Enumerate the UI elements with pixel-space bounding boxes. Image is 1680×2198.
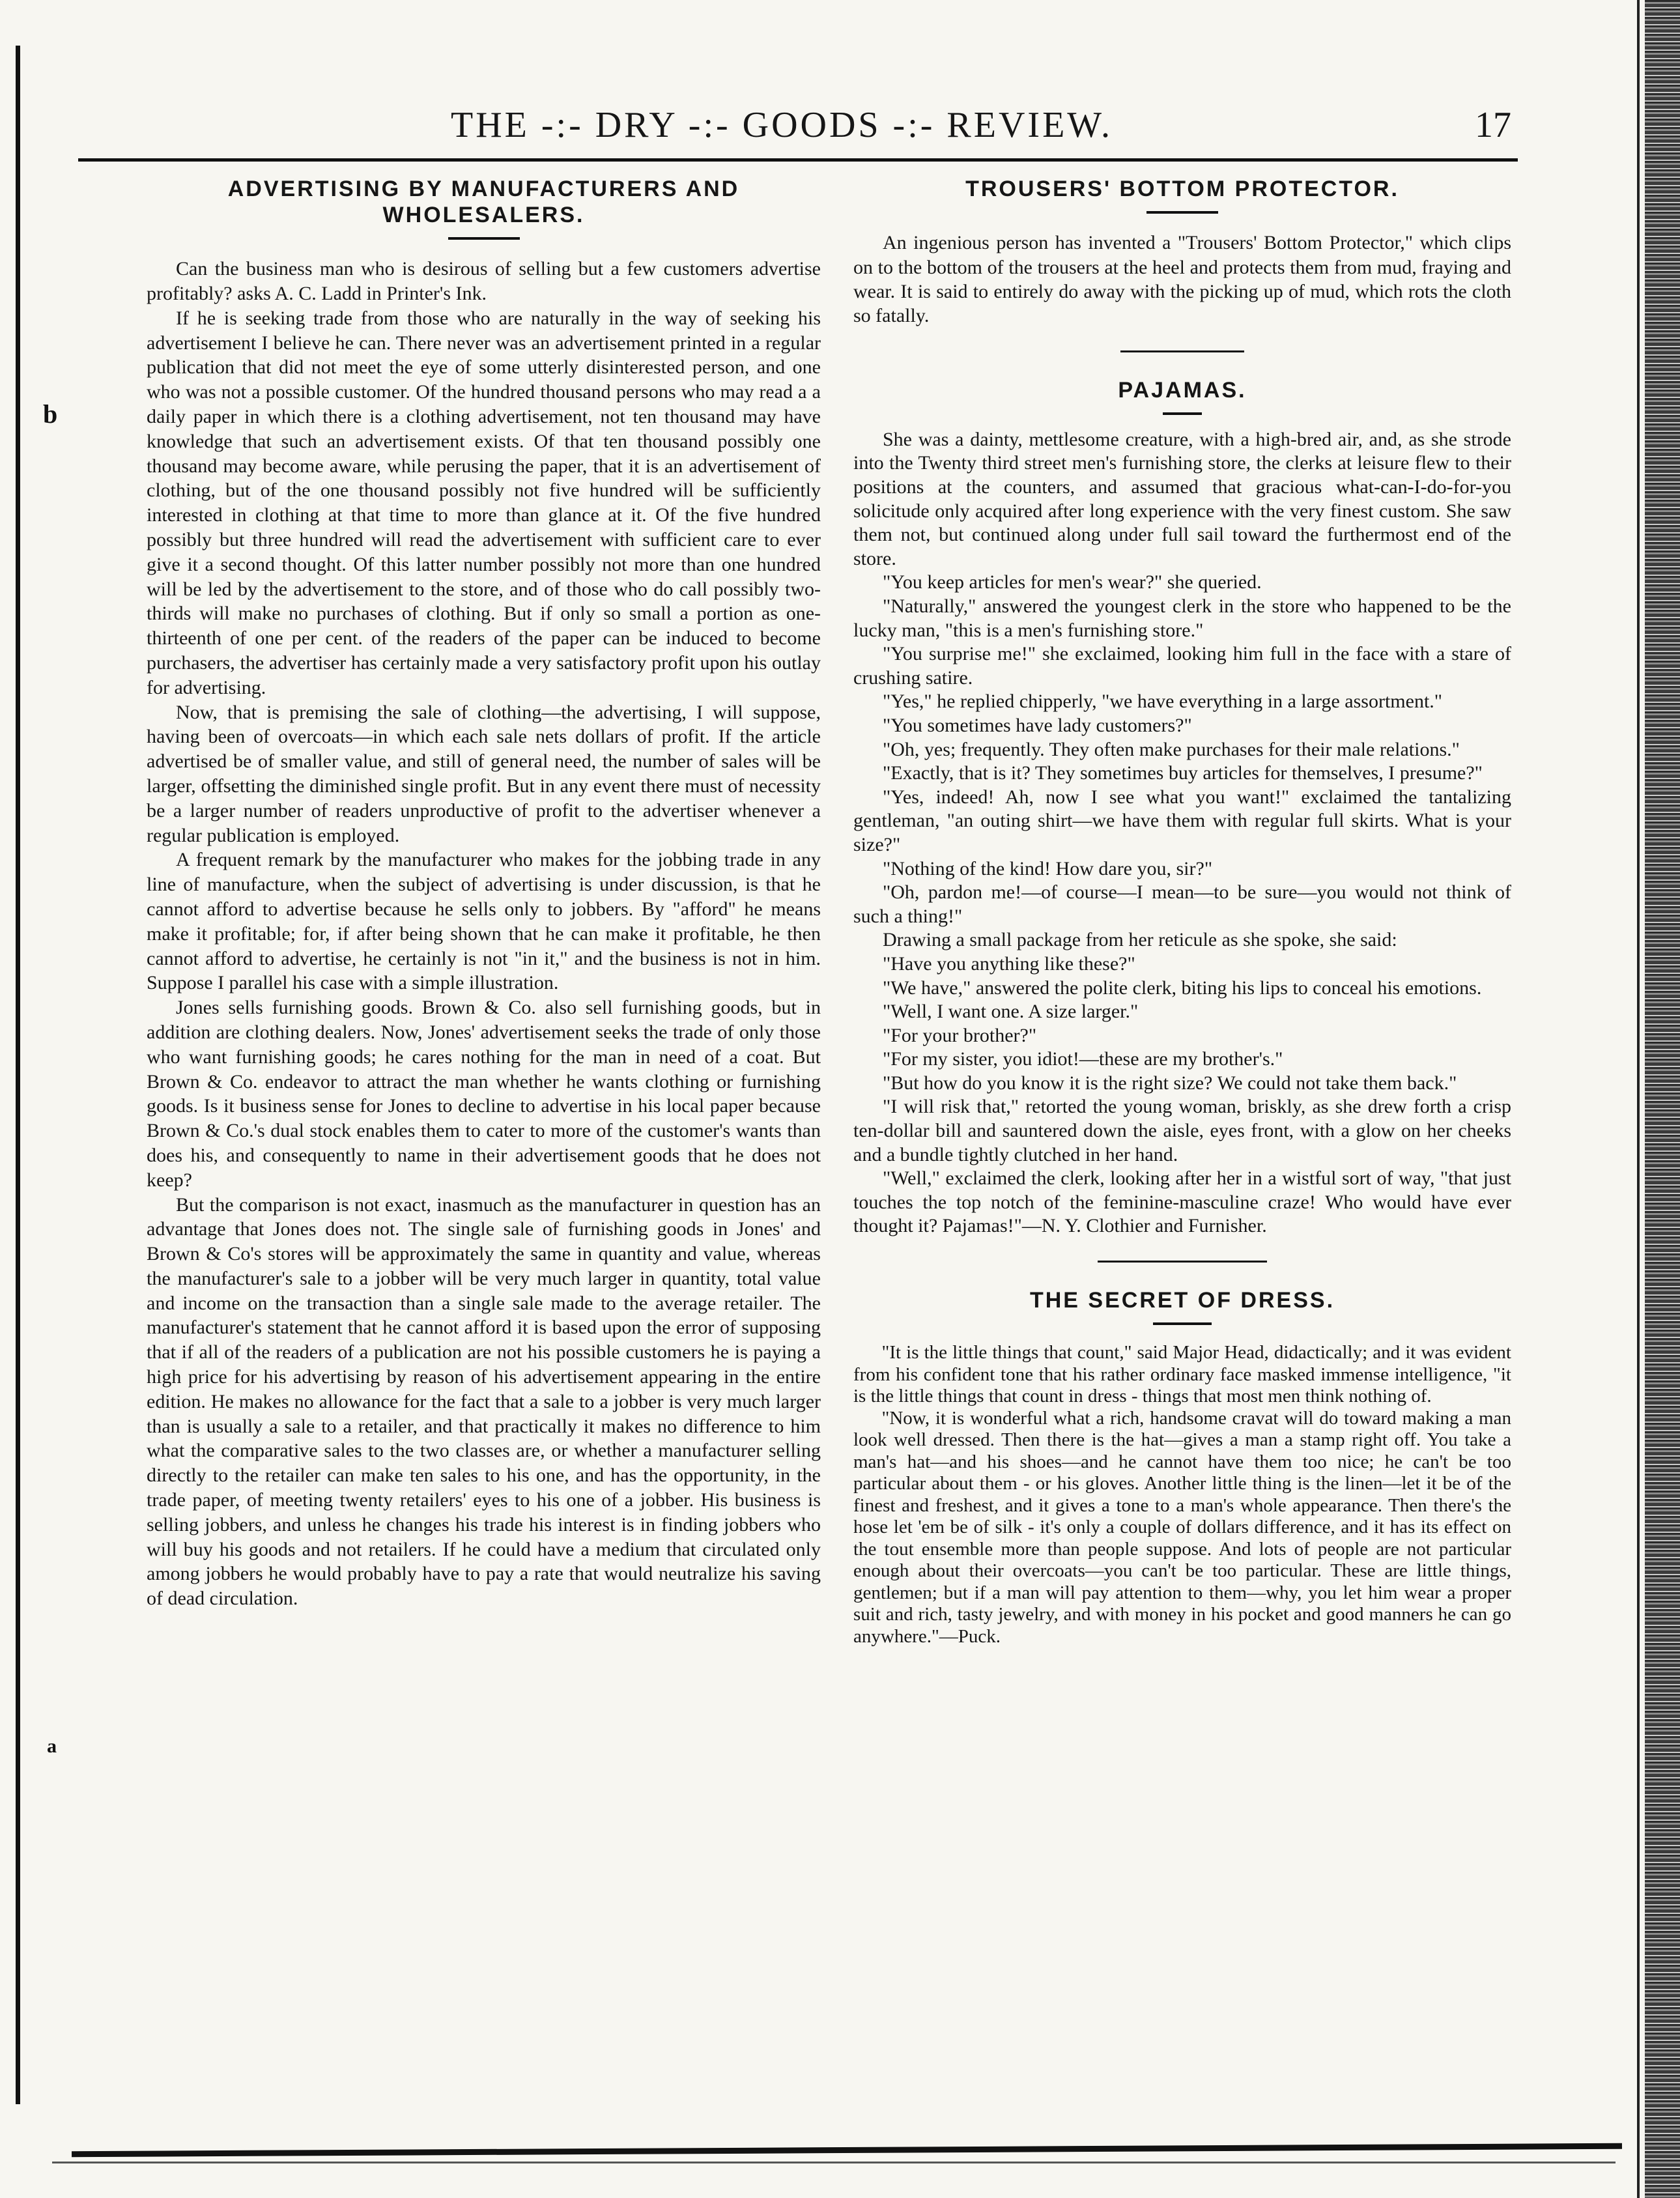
paragraph: Drawing a small package from her reticule as she spoke, she said: [883, 929, 1397, 951]
scan-binding-edge [1645, 0, 1680, 2198]
paragraph: "For your brother?" [883, 1024, 1037, 1046]
margin-mark: b [43, 399, 58, 429]
paragraph: Jones sells furnishing goods. Brown & Co. also sell furnishing goods, but in addition are clothing dealers. Now, Jones' advertisement seeks the trade of only those who want furnishing goods; he cares nothing for the man in need of a coat. But Brown & Co. endeavor to attract the man whether he wants clothing or furnishing goods. Is it business sense for Jones to decline to advertise in his local paper because Brown & Co.'s dual stock enables them to cater to more of the customer's wants than does his, and consequently to name in their advertisement goods that he does not keep? [147, 997, 821, 1191]
paragraph: "Yes," he replied chipperly, "we have everything in a large assortment." [883, 691, 1443, 713]
article-advertising [147, 176, 821, 1611]
paragraph: She was a dainty, mettlesome creature, with a high-bred air, and, as she strode into the Twenty third street men's furnishing store, the clerks at leisure flew to their positions at the counters, and assumed that gracious what-can-I-do-for-you solicitude only acquired after long experience with the very finest custom. She saw them not, but continued along under full sail toward the furthermost end of the store. [853, 428, 1511, 569]
title-rule [1163, 412, 1202, 415]
paragraph: "For my sister, you idiot!—these are my brother's." [883, 1048, 1283, 1070]
left-column [147, 176, 821, 1611]
paragraph: "Exactly, that is it? They sometimes buy articles for themselves, I presume?" [883, 762, 1483, 784]
paragraph: "Nothing of the kind! How dare you, sir?" [883, 857, 1213, 879]
article-pajamas [853, 377, 1511, 1238]
paragraph: But the comparison is not exact, inasmuch as the manufacturer in question has an advantage that Jones does not. The single sale of furnishing goods in Jones' and Brown & Co's stores will be approximately the same in quantity and value, whereas the manufacturer's sale to a jobber will be very much larger in quantity, total value and income on the transaction than a single sale made to the average retailer. The manufacturer's statement that he cannot afford it is based upon the error of supposing that if all of the readers of a publication are not his possible customers he is paying a high price for his advertising by reason of his advertisement appearing in the entire edition. He makes no allowance for the fact that a sale to a jobber is very much larger than is usually a sale to a retailer, and that practically it makes no difference to him what the comparative sales to the two classes are, or whether a manufacturer selling directly to the retailer can make ten sales to his one, and has the opportunity, in the trade paper, of meeting twenty retailers' eyes to his one of a jobber. His business is selling jobbers, and unless he changes his trade his interest is in finding jobbers who will buy his goods and not retailers. If he could have a medium that circulated only among jobbers he would probably have to pay a rate that would neutralize his saving of dead circulation. [147, 1193, 821, 1610]
article-title: TROUSERS' BOTTOM PROTECTOR. [965, 177, 1399, 201]
paragraph: Now, that is premising the sale of clothing—the advertising, I will suppose, having been of overcoats—in which each sale nets dollars of profit. If the article advertised be of smaller value, and still of general need, the number of sales will be larger, offsetting the diminished single profit. But in any event there must of necessity be a larger number of readers unproductive of profit to the advertiser whenever a regular publication is employed. [147, 701, 821, 846]
article-title: THE SECRET OF DRESS. [1029, 1288, 1335, 1313]
scan-binding-line [1637, 0, 1640, 2198]
page-number: 17 [1475, 105, 1511, 145]
article-title: PAJAMAS. [1118, 377, 1247, 403]
section-divider [1098, 1261, 1267, 1263]
paragraph: A frequent remark by the manufacturer who makes for the jobbing trade in any line of manufacture, when the subject of advertising is under discussion, is that he cannot afford to advertise because he sells only to jobbers. By "afford" he means make it profitable; for, if after being shown that he can make it profitable, he then cannot afford to advertise, he certainly is not "in it," and the business is not in him. Suppose I parallel his case with a simple illustration. [147, 849, 821, 994]
title-rule [448, 237, 520, 240]
page-bottom-rule [72, 2143, 1622, 2157]
paragraph: "Well," exclaimed the clerk, looking after her in a wistful sort of way, "that just touches the top notch of the feminine-masculine craze! Who would have ever thought it? Pajamas!"—N. Y. Clothier and Furnisher. [853, 1167, 1511, 1237]
article-secret-of-dress [853, 1287, 1511, 1648]
paragraph: "Oh, pardon me!—of course—I mean—to be sure—you would not think of such a thing!" [853, 881, 1511, 927]
page-bottom-line [52, 2162, 1616, 2163]
paragraph: Can the business man who is desirous of selling but a few customers advertise profitably? asks A. C. Ladd in Printer's Ink. [147, 258, 821, 305]
paragraph: An ingenious person has invented a "Trousers' Bottom Protector," which clips on to the bottom of the trousers at the heel and protects them from mud, fraying and wear. It is said to entirely do away with the picking up of mud, which rots the cloth so fatally. [853, 232, 1511, 327]
paragraph: If he is seeking trade from those who are naturally in the way of seeking his advertisement I believe he can. There never was an advertisement printed in a regular publication that did not meet the eye of some utterly disinterested person, and one who was not a possible customer. Of the hundred thousand persons who may read a a daily paper in which there is a clothing advertisement, not ten thousand may have knowledge that such an advertisement exists. Of that ten thousand possibly one thousand may become aware, while perusing the paper, that it is an advertisement of clothing, but of the one thousand possibly not five hundred will be sufficiently interested in clothing at that time to more than glance at it. Of the five hundred possibly but three hundred will read the advertisement with sufficient care to ever give it a second thought. Of this latter number possibly not more than one hundred will be led by the advertisement to the store, and of those who do call possibly two-thirds will make no purchases of clothing. But if only so small a portion as one-thirteenth of one per cent. of the readers of the paper can be induced to become purchasers, the advertiser has certainly made a very satisfactory profit upon his outlay for advertising. [147, 307, 821, 698]
page-header [52, 104, 1511, 156]
paragraph: "Have you anything like these?" [883, 952, 1135, 975]
paragraph: "Well, I want one. A size larger." [883, 1001, 1139, 1023]
paragraph: "You sometimes have lady customers?" [883, 714, 1192, 736]
title-rule [1153, 1322, 1212, 1325]
section-divider [1120, 350, 1244, 352]
paragraph: "I will risk that," retorted the young woman, briskly, as she drew forth a crisp ten-dollar bill and sauntered down the aisle, eyes front, with a glow on her cheeks and a bundle tightly clutched in her hand. [853, 1096, 1511, 1165]
margin-mark: a [47, 1735, 57, 1757]
paragraph: "You keep articles for men's wear?" she queried. [883, 571, 1262, 593]
paragraph: "It is the little things that count," said Major Head, didactically; and it was evident from his confident tone that his rather ordinary face masked immense intelligence, "it is the little things that count in dress - things that most men think nothing of. [853, 1342, 1511, 1407]
header-rule [78, 158, 1518, 162]
paragraph: "But how do you know it is the right size? We could not take them back." [883, 1072, 1457, 1094]
paragraph: "Oh, yes; frequently. They often make purchases for their male relations." [883, 738, 1460, 760]
article-title: ADVERTISING BY MANUFACTURERS AND WHOLESALERS. [227, 177, 740, 228]
right-column [853, 176, 1511, 1648]
paragraph: "We have," answered the polite clerk, biting his lips to conceal his emotions. [883, 977, 1482, 999]
paragraph: "Yes, indeed! Ah, now I see what you want!" exclaimed the tantalizing gentleman, "an outing shirt—we have them with regular full skirts. What is your size?" [853, 786, 1511, 855]
scan-left-border [16, 46, 20, 2104]
paragraph: "You surprise me!" she exclaimed, looking him full in the face with a stare of crushing satire. [853, 643, 1511, 689]
paragraph: "Naturally," answered the youngest clerk in the store who happened to be the lucky man, "this is a men's furnishing store." [853, 595, 1511, 641]
title-rule [1146, 211, 1218, 214]
paragraph: "Now, it is wonderful what a rich, handsome cravat will do toward making a man look well dressed. Then there is the hat—gives a man a stamp right off. You take a man's hat—and his shoes—and he cannot have them too nice; he can't be too particular about them - or his gloves. Another little thing is the linen—let it be of the finest and freshest, and it gives a tone to a man's whole appearance. Then there's the hose let 'em be of silk - it's only a couple of dollars difference, and it has its effect on the tout ensemble more than people suppose. And lots of people are not particular enough about their overcoats—you can't be too particular. These are little things, gentlemen; but if a man will pay attention to them—why, you let him wear a proper suit and rich, tasty jewelry, and with money in his pocket and good manners he can go anywhere."—Puck. [853, 1407, 1511, 1647]
running-title: THE -:- DRY -:- GOODS -:- REVIEW. [451, 105, 1113, 145]
article-trousers [853, 176, 1511, 328]
